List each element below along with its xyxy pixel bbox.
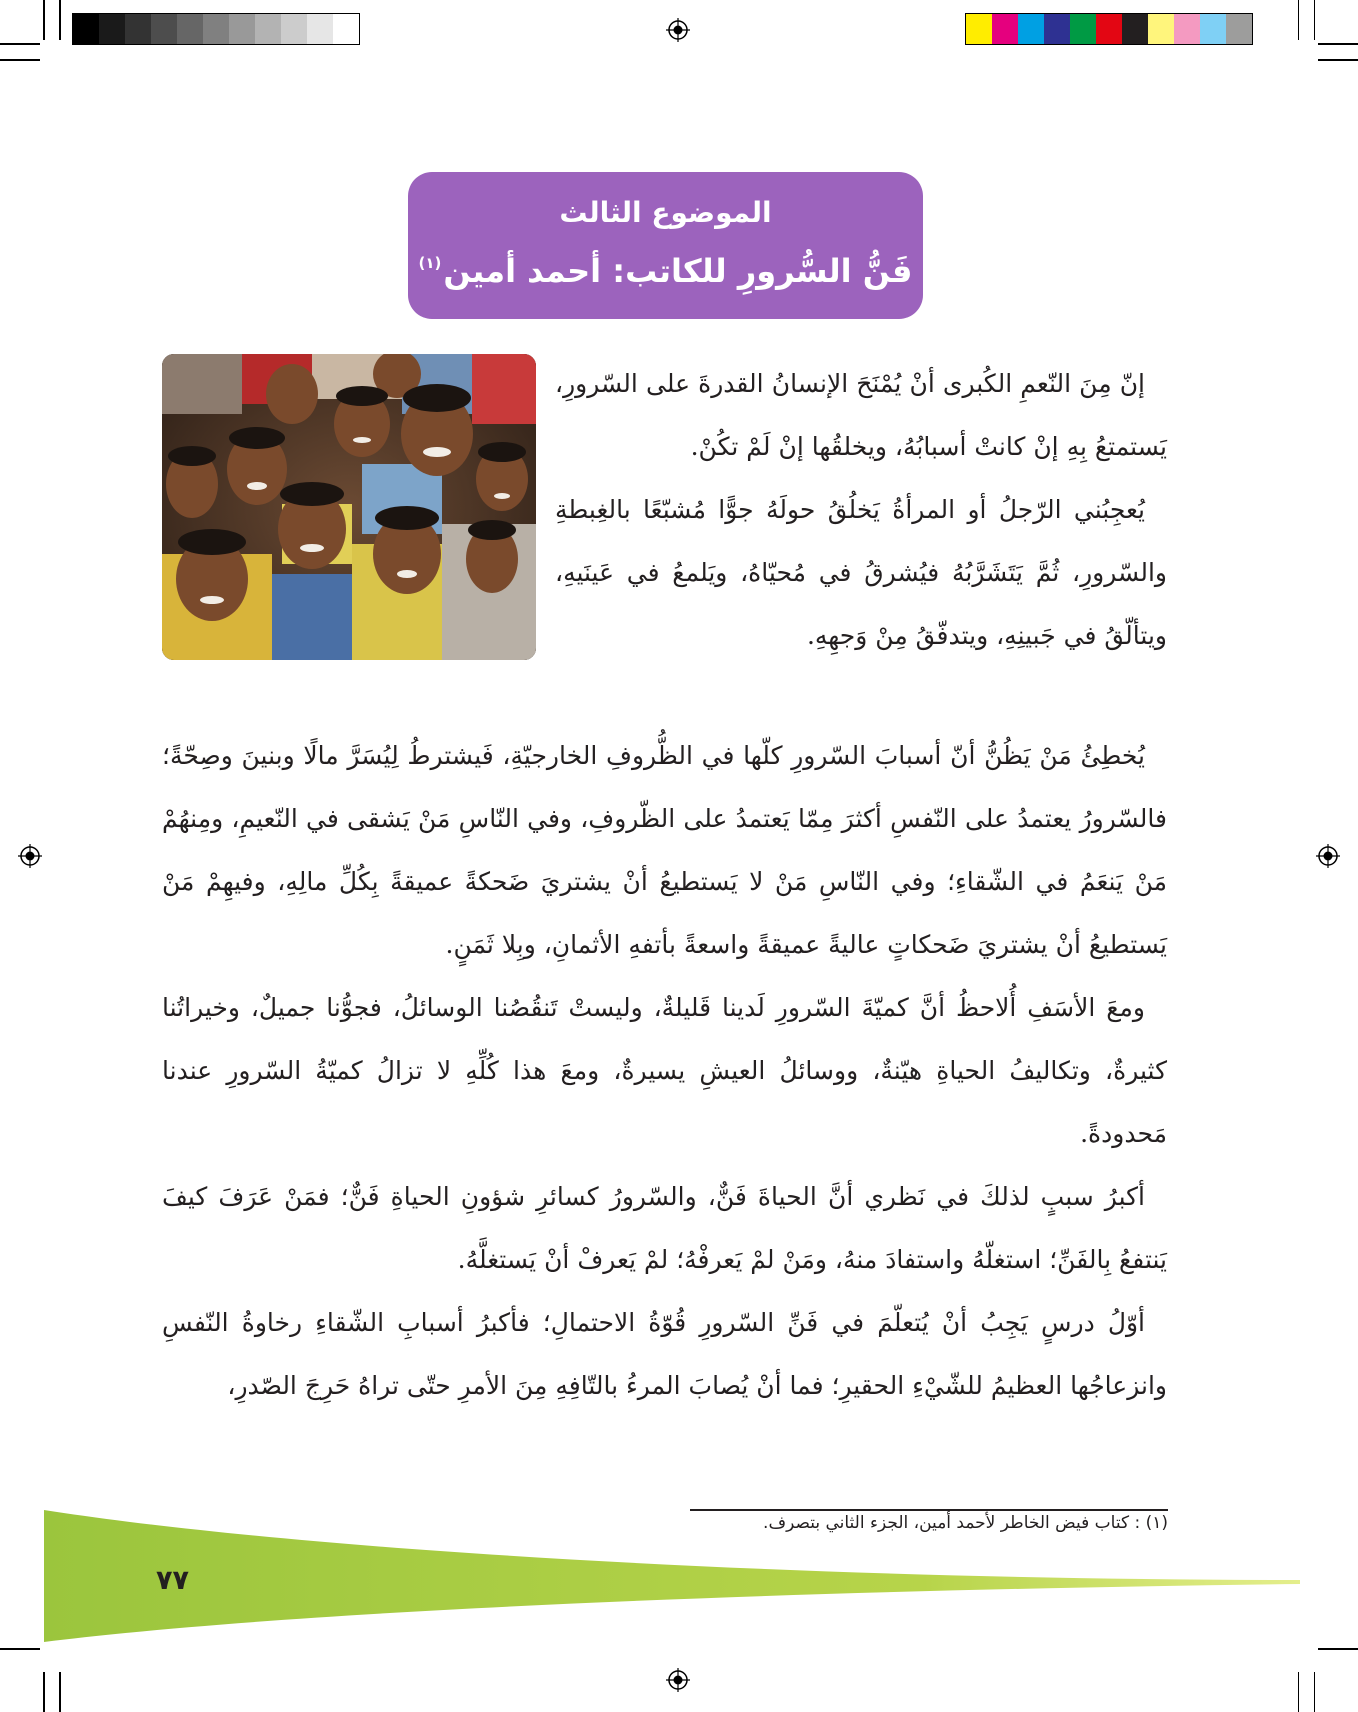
crop-mark	[59, 1672, 61, 1712]
crop-mark	[1314, 1672, 1316, 1712]
crop-mark	[1318, 59, 1358, 61]
crop-mark	[0, 59, 40, 61]
lesson-title	[408, 252, 923, 290]
registration-mark-icon	[666, 18, 690, 42]
crop-mark	[43, 0, 45, 40]
children-group-photo	[162, 354, 536, 660]
footnote-ref: (١)	[418, 254, 442, 272]
topic-label: الموضوع الثالث	[559, 196, 772, 229]
crop-mark	[1298, 1672, 1300, 1712]
registration-mark-icon	[666, 1668, 690, 1692]
paragraph-5: أكبرُ سببٍ لذلكَ في نَظري أنَّ الحياةَ فَنٌّ، والسّرورُ كسائرِ شؤونِ الحياةِ فَنٌّ؛ فمَنْ عَرَفَ كيفَ يَنتفعُ بِالفَنِّ؛ استغلّهُ واستفادَ منهُ، ومَنْ لمْ يَعرفْهُ؛ لمْ يَعرفْ أنْ يَستغلَّهُ.	[162, 1182, 1167, 1274]
registration-mark-icon	[1316, 844, 1340, 868]
paragraph-4: ومعَ الأسَفِ أُلاحظُ أنَّ كميّةَ السّرورِ لَدينا قَليلةٌ، وليستْ تَنقُصُنا الوسائلُ، فجوُّنا جميلٌ، وخيراتُنا كثيرةٌ، وتكاليفُ الحياةِ هيّنةٌ، ووسائلُ العيشِ يسيرةٌ، ومعَ هذا كُلِّهِ لا تزالُ كميّةُ السّرورِ عندنا مَحدودةً.	[162, 993, 1167, 1148]
crop-mark	[1318, 43, 1358, 45]
paragraph-1: إنّ مِنَ النّعمِ الكُبرى أنْ يُمْنَحَ الإنسانُ القدرةَ على السّرورِ، يَستمتعُ بِهِ إنْ كانتْ أسبابُهُ، ويخلقُها إنْ لَمْ تكُنْ.	[555, 369, 1167, 461]
lesson-title-text: فَنُّ السُّرورِ للكاتب: أحمد أمين	[443, 252, 913, 290]
registration-mark-icon	[18, 844, 42, 868]
crop-mark	[43, 1672, 45, 1712]
page-number: ٧٧	[156, 1565, 189, 1596]
crop-mark	[1298, 0, 1300, 40]
main-text-block	[162, 724, 1167, 1417]
paragraph-2: يُعجِبُني الرّجلُ أو المرأةُ يَخلُقُ حولَهُ جوًّا مُشبّعًا بالغِبطةِ والسّرورِ، ثُمَّ يَتَشَرَّبُهُ فيُشرقُ في مُحيّاهُ، ويَلمعُ في عَينَيهِ، ويتألّقُ في جَبينِهِ، ويتدفّقُ مِنْ وَجهِهِ.	[555, 495, 1167, 650]
crop-mark	[59, 0, 61, 40]
grayscale-bar	[72, 13, 360, 45]
paragraph-6: أوّلُ درسٍ يَجِبُ أنْ يُتعلّمَ في فَنِّ السّرورِ قُوّةُ الاحتمالِ؛ فأكبرُ أسبابِ الشّقاءِ رخاوةُ النّفسِ وانزعاجُها العظيمُ للشّيْءِ الحقيرِ؛ فما أنْ يُصابَ المرءُ بالتّافِهِ مِنَ الأمرِ حتّى تراهُ حَرِجَ الصّدرِ،	[162, 1308, 1167, 1400]
footnote-rule	[690, 1509, 1168, 1511]
footnote: (١) : كتاب فيض الخاطر لأحمد أمين، الجزء الثاني بتصرف.	[763, 1513, 1168, 1533]
topic-title-box	[408, 172, 923, 319]
intro-text-block	[555, 352, 1167, 667]
paragraph-3: يُخطِئُ مَنْ يَظُنُّ أنّ أسبابَ السّرورِ كلّها في الظُّروفِ الخارجيّةِ، فَيشترطُ لِيُسَرَّ مالًا وبنينَ وصِحّةً؛ فالسّرورُ يعتمدُ على النّفسِ أكثرَ مِمّا يَعتمدُ على الظّروفِ، وفي النّاسِ مَنْ يَشقى في النّعيمِ، ومِنهُمْ مَنْ يَنعَمُ في الشّقاءِ؛ وفي النّاسِ مَنْ لا يَستطيعُ أنْ يشتريَ ضَحكةً عميقةً بِكُلِّ مالِهِ، وفيهِمْ مَنْ يَستطيعُ أنْ يشتريَ ضَحكاتٍ عاليةً عميقةً واسعةً بأتفهِ الأثمانِ، وبِلا ثَمَنٍ.	[162, 741, 1167, 959]
color-bar	[965, 13, 1253, 45]
crop-mark	[0, 43, 40, 45]
crop-mark	[1314, 0, 1316, 40]
photo-illustration	[162, 354, 536, 660]
